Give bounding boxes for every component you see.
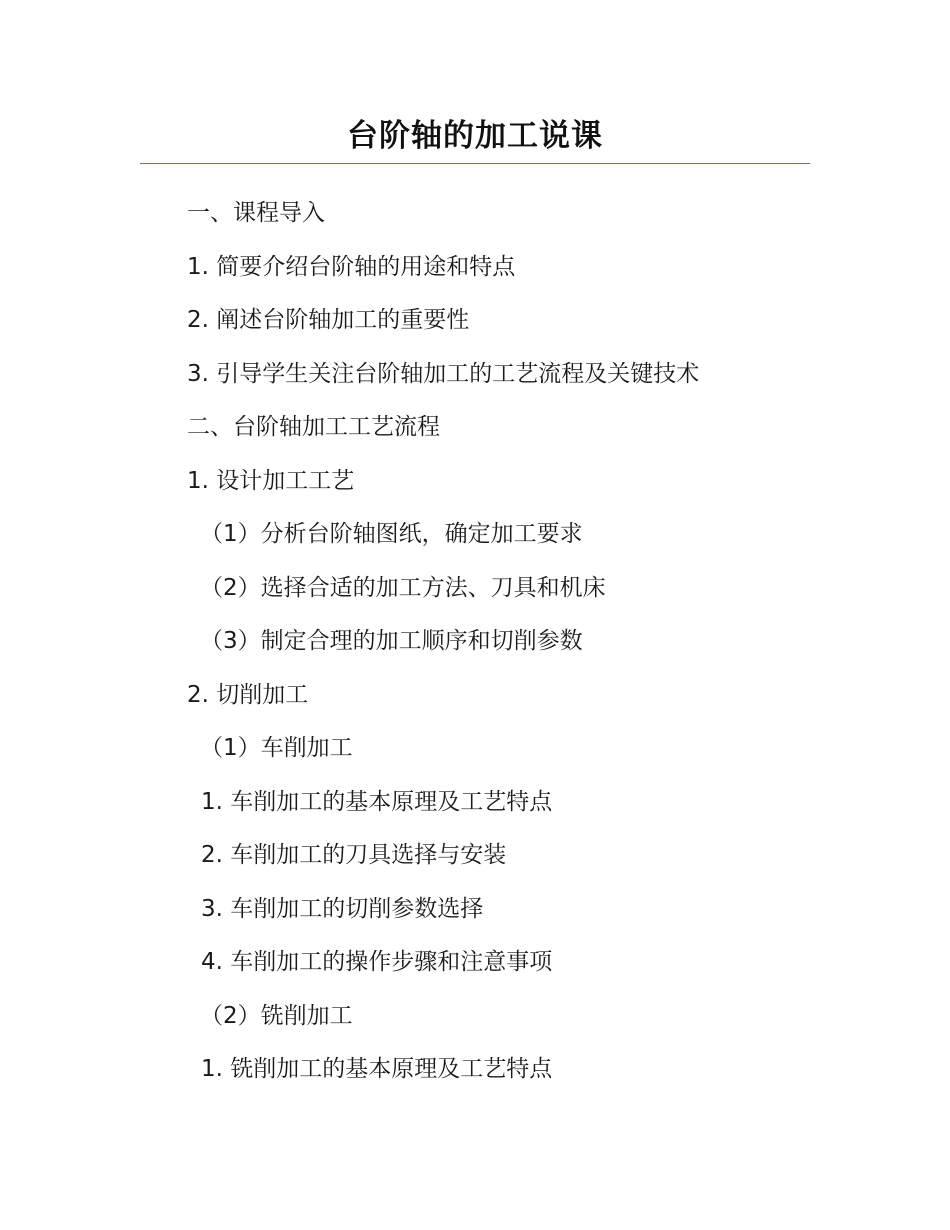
section-heading: 一、课程导入 <box>187 200 325 226</box>
outline-detail: 4. 车削加工的操作步骤和注意事项 <box>201 949 553 975</box>
outline-detail: 3. 车削加工的切削参数选择 <box>201 895 484 922</box>
outline-detail: 1. 车削加工的基本原理及工艺特点 <box>201 788 553 815</box>
section-heading: 二、台阶轴加工工艺流程 <box>187 414 440 440</box>
document-title: 台阶轴的加工说课 <box>347 118 603 154</box>
outline-subitem: （1）分析台阶轴图纸，确定加工要求 <box>200 521 583 547</box>
outline-item: 3. 引导学生关注台阶轴加工的工艺流程及关键技术 <box>187 360 700 387</box>
outline-item: 2. 阐述台阶轴加工的重要性 <box>187 307 470 333</box>
outline-subitem: （2）铣削加工 <box>200 1002 353 1029</box>
outline-detail: 1. 铣削加工的基本原理及工艺特点 <box>201 1056 553 1082</box>
outline-subitem: （3）制定合理的加工顺序和切削参数 <box>200 628 583 654</box>
outline-item: 2. 切削加工 <box>187 681 309 708</box>
outline-list <box>0 192 950 1102</box>
outline-subitem: （2）选择合适的加工方法、刀具和机床 <box>200 574 606 601</box>
outline-item: 1. 简要介绍台阶轴的用途和特点 <box>187 253 516 280</box>
outline-detail: 2. 车削加工的刀具选择与安装 <box>201 842 507 868</box>
outline-subitem: （1）车削加工 <box>200 735 353 761</box>
title-underline <box>140 163 810 164</box>
outline-item: 1. 设计加工工艺 <box>187 467 355 494</box>
